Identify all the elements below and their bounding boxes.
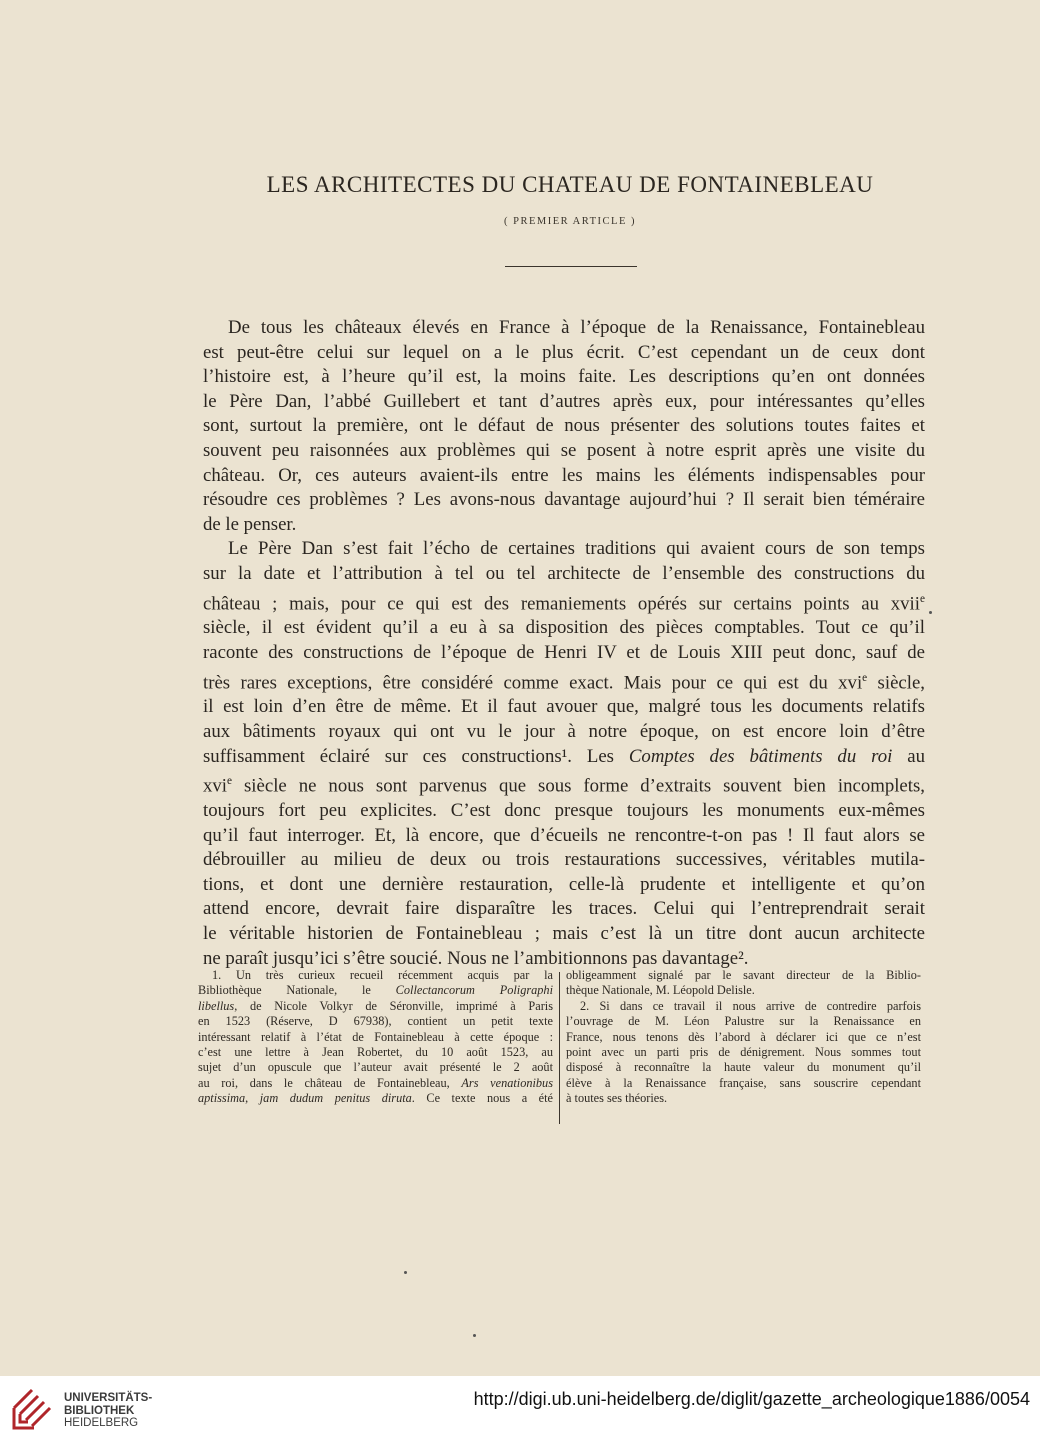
text-line: est peut-être celui sur lequel on a le plus écrit. C’est cependant un de ceux dont <box>203 341 925 363</box>
text-line: débrouiller au milieu de deux ou trois restaurations successives, véritables mutila- <box>203 849 925 871</box>
text-line: le Père Dan, l’abbé Guillebert et tant d’autres après eux, pour intéressantes qu’elles <box>203 390 925 412</box>
footnote-divider <box>559 972 560 1124</box>
text-line: toujours fort peu explicites. C’est donc presque toujours les monuments eux-mêmes <box>203 800 925 822</box>
page-url-link[interactable]: http://digi.ub.uni-heidelberg.de/diglit/gazette_archeologique1886/0054 <box>473 1389 1030 1409</box>
text-line: raconte des constructions de l’époque de Henri IV et de Louis XIII peut donc, sauf de <box>203 641 925 663</box>
text-line: xvi$^e$ siècle ne nous sont parvenus que sous forme d’extraits souvent bien incomplets, <box>203 775 925 797</box>
footnote-line: intéressant relatif à l’état de Fontainebleau à cette époque : <box>198 1029 553 1044</box>
footnote-line: thèque Nationale, M. Léopold Delisle. <box>566 983 755 998</box>
title-rule <box>505 266 637 267</box>
article-subtitle: ( PREMIER ARTICLE ) <box>504 216 636 227</box>
text-line: le véritable historien de Fontainebleau ; mais c’est là un titre dont aucun architecte <box>203 923 925 945</box>
library-name-line: HEIDELBERG <box>64 1417 139 1429</box>
text-line: résoudre ces problèmes ? Les avons-nous davantage aujourd’hui ? Il serait bien téméraire <box>203 489 925 511</box>
footnote-line: en 1523 (Réserve, D 67938), contient un petit texte <box>198 1014 553 1029</box>
text-line: siècle, il est évident qu’il a eu à sa disposition des pièces comptables. Tout ce qu’il <box>203 617 925 639</box>
text-line: sur la date et l’attribution à tel ou tel architecte de l’ensemble des constructions du <box>203 562 925 584</box>
footnote-line: France, nous tenons dès l’abord à déclarer ici que ce n’est <box>566 1029 921 1044</box>
text-line: aux bâtiments royaux qui ont vu le jour à notre époque, on est encore loin d’être <box>203 721 925 743</box>
library-name[interactable] <box>64 1392 152 1430</box>
paper-speck <box>404 1271 407 1274</box>
text-line: de le penser. <box>203 513 297 535</box>
text-line: il est loin d’en être de même. Et il faut avouer que, malgré tous les documents relatifs <box>203 696 925 718</box>
text-line: très rares exceptions, être considéré comme exact. Mais pour ce qui est du xvi$^e$ siècle, <box>203 671 925 693</box>
footnote-line: sujet d’un opuscule que l’auteur avait présenté le 2 août <box>198 1060 553 1075</box>
text-line: Le Père Dan s’est fait l’écho de certaines traditions qui avaient cours de son temps <box>228 538 925 560</box>
article-title: LES ARCHITECTES DU CHATEAU DE FONTAINEBLEAU <box>266 172 874 197</box>
text-line: ne paraît jusqu’ici s’être soucié. Nous ne l’ambitionnons pas davantage². <box>203 947 749 969</box>
footer-bar <box>0 1376 1040 1449</box>
footnote-line: élève à la Renaissance française, sans souscrire cependant <box>566 1075 921 1090</box>
paper-speck <box>929 611 932 614</box>
text-line: souvent peu raisonnées aux problèmes qui se posent à notre esprit après une visite du <box>203 439 925 461</box>
text-line: sont, surtout la première, ont le défaut de nous présenter des solutions toutes faites et <box>203 415 925 437</box>
footnote-line: obligeamment signalé par le savant directeur de la Biblio- <box>566 968 921 982</box>
footnote-line: libellus, de Nicole Volkyr de Séronville, imprimé à Paris <box>198 998 553 1013</box>
text-line: tions, et dont une dernière restauration, celle-là prudente et intelligente et qu’on <box>203 873 925 895</box>
footnote-line: disposé à reconnaître la haute valeur du monument qu’il <box>566 1060 921 1075</box>
text-line: l’histoire est, à l’heure qu’il est, la moins faite. Les descriptions qu’en ont données <box>203 366 925 388</box>
text-line: qu’il faut interroger. Et, là encore, que d’écueils ne rencontre-t-on pas ! Il faut alors se <box>203 824 925 846</box>
footnote-line: point avec un parti pris de dénigrement. Nous sommes tout <box>566 1045 921 1060</box>
paragraph-2 <box>203 537 925 971</box>
footnotes <box>198 968 928 1128</box>
library-name-line: UNIVERSITÄTS- <box>64 1392 153 1404</box>
footnotes-left-column <box>198 968 553 1107</box>
footnote-line: 2. Si dans ce travail il nous arrive de contredire parfois <box>580 998 921 1013</box>
library-name-line: BIBLIOTHEK <box>64 1404 135 1417</box>
footnote-line: au roi, dans le château de Fontainebleau, Ars venationibus <box>198 1075 553 1090</box>
footnote-line: à toutes ses théories. <box>566 1091 668 1106</box>
paragraph-1 <box>203 316 925 537</box>
footnote-line: 1. Un très curieux recueil récemment acquis par la <box>212 968 553 982</box>
text-line: attend encore, devrait faire disparaître les traces. Celui qui l’entreprendrait serait <box>203 898 925 920</box>
footnote-line: l’ouvrage de M. Léon Palustre sur la Renaissance en <box>566 1014 921 1029</box>
footnote-line: c’est une lettre à Jean Robertet, du 10 août 1523, au <box>198 1045 553 1060</box>
footnotes-right-column <box>566 968 921 1107</box>
footnote-line: Bibliothèque Nationale, le Collectancorum Poligraphi <box>198 983 553 998</box>
library-logo-icon[interactable] <box>10 1386 56 1432</box>
text-line: château ; mais, pour ce qui est des remaniements opérés sur certains points au xvii$^e$ <box>203 592 925 614</box>
text-line: suffisamment éclairé sur ces constructions¹. Les Comptes des bâtiments du roi au <box>203 745 925 767</box>
text-line: De tous les châteaux élevés en France à l’époque de la Renaissance, Fontainebleau <box>228 317 925 338</box>
footnote-line: aptissima, jam dudum penitus diruta. Ce texte nous a été <box>198 1091 553 1106</box>
article-body <box>203 316 925 971</box>
paper-speck <box>473 1334 476 1337</box>
text-line: château. Or, ces auteurs avaient-ils entre les mains les éléments indispensables pour <box>203 464 925 486</box>
